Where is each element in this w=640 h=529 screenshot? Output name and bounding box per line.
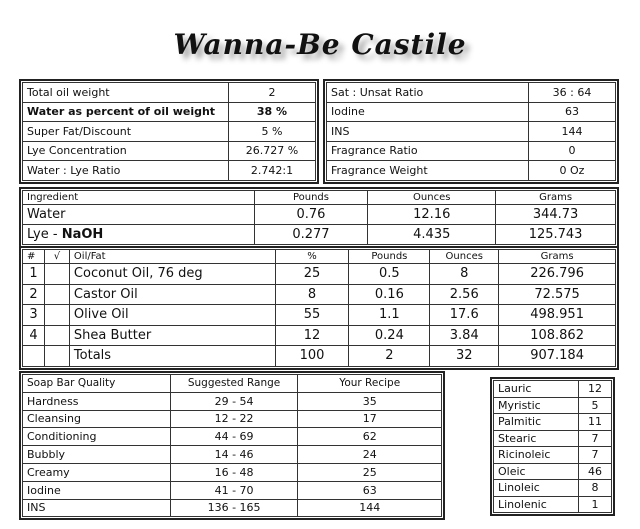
summary-value: 63 — [529, 102, 616, 122]
ounces-cell: 4.435 — [368, 225, 496, 245]
column-header: Ounces — [430, 250, 499, 264]
fatty-acid-value: 11 — [579, 414, 612, 431]
summary-row — [327, 83, 616, 103]
row-checkbox[interactable] — [44, 284, 69, 305]
summary-label: Total oil weight — [23, 83, 229, 103]
percent-cell: 55 — [275, 305, 349, 326]
quality-recipe: 63 — [298, 481, 442, 499]
fatty-acid-name: Linoleic — [494, 480, 579, 497]
summary-label: Fragrance Weight — [327, 161, 529, 181]
table-row — [23, 428, 442, 446]
table-row — [23, 284, 616, 305]
quality-name: Cleansing — [23, 410, 171, 428]
quality-recipe: 25 — [298, 463, 442, 481]
table-row — [23, 225, 616, 245]
summary-label: Lye Concentration — [23, 141, 229, 161]
summary-row — [327, 141, 616, 161]
row-checkbox[interactable] — [44, 325, 69, 346]
quality-recipe: 62 — [298, 428, 442, 446]
fatty-acid-name: Lauric — [494, 381, 579, 398]
oil-name: Shea Butter — [69, 325, 275, 346]
row-number: 2 — [23, 284, 45, 305]
summary-row — [327, 161, 616, 181]
column-header: Your Recipe — [298, 375, 442, 393]
fatty-acid-name: Myristic — [494, 397, 579, 414]
fatty-acid-value: 46 — [579, 463, 612, 480]
row-number: 3 — [23, 305, 45, 326]
summary-value: 144 — [529, 122, 616, 142]
fatty-acid-table — [493, 380, 612, 513]
quality-name: INS — [23, 499, 171, 517]
table-row — [23, 410, 442, 428]
table-row — [23, 325, 616, 346]
summary-value: 36 : 64 — [529, 83, 616, 103]
quality-range: 41 - 70 — [170, 481, 298, 499]
row-number: 1 — [23, 264, 45, 285]
summary-label: Super Fat/Discount — [23, 122, 229, 142]
table-row — [494, 447, 612, 464]
fatty-acid-value: 5 — [579, 397, 612, 414]
pounds-cell: 0.76 — [254, 205, 368, 225]
table-row — [23, 392, 442, 410]
fatty-acid-value: 7 — [579, 447, 612, 464]
column-header: √ — [44, 250, 69, 264]
totals-label: Totals — [69, 346, 275, 367]
fatty-acid-name: Ricinoleic — [494, 447, 579, 464]
fatty-acid-value: 12 — [579, 381, 612, 398]
quality-recipe: 24 — [298, 446, 442, 464]
pounds-cell: 1.1 — [349, 305, 430, 326]
grams-cell: 125.743 — [496, 225, 616, 245]
ounces-total: 32 — [430, 346, 499, 367]
soap-quality-table — [22, 374, 442, 517]
empty-cell — [23, 346, 45, 367]
quality-name: Iodine — [23, 481, 171, 499]
summary-value: 0 Oz — [529, 161, 616, 181]
column-header: Pounds — [254, 191, 368, 205]
quality-name: Hardness — [23, 392, 171, 410]
quality-range: 44 - 69 — [170, 428, 298, 446]
summary-label: Water as percent of oil weight — [23, 102, 229, 122]
quality-range: 16 - 48 — [170, 463, 298, 481]
grams-cell: 344.73 — [496, 205, 616, 225]
summary-row — [23, 141, 316, 161]
fatty-acid-name: Oleic — [494, 463, 579, 480]
column-header: Grams — [499, 250, 616, 264]
table-row — [23, 205, 616, 225]
percent-cell: 25 — [275, 264, 349, 285]
summary-value: 2.742:1 — [229, 161, 316, 181]
column-header: Ingredient — [23, 191, 255, 205]
row-number: 4 — [23, 325, 45, 346]
summary-value: 0 — [529, 141, 616, 161]
summary-value: 5 % — [229, 122, 316, 142]
oil-name: Coconut Oil, 76 deg — [69, 264, 275, 285]
quality-recipe: 35 — [298, 392, 442, 410]
table-header-row — [23, 250, 616, 264]
summary-row — [23, 161, 316, 181]
grams-cell: 498.951 — [499, 305, 616, 326]
grams-cell: 226.796 — [499, 264, 616, 285]
page-title: Wanna-Be Castile — [173, 28, 467, 61]
summary-row — [23, 83, 316, 103]
totals-row — [23, 346, 616, 367]
pounds-total: 2 — [349, 346, 430, 367]
empty-cell — [44, 346, 69, 367]
fatty-acid-name: Stearic — [494, 430, 579, 447]
ingredient-name: Water — [23, 205, 255, 225]
summary-value: 2 — [229, 83, 316, 103]
column-header: Grams — [496, 191, 616, 205]
quality-range: 12 - 22 — [170, 410, 298, 428]
table-row — [494, 430, 612, 447]
column-header: Soap Bar Quality — [23, 375, 171, 393]
summary-row — [327, 102, 616, 122]
ounces-cell: 12.16 — [368, 205, 496, 225]
table-row — [23, 264, 616, 285]
column-header: % — [275, 250, 349, 264]
ounces-cell: 17.6 — [430, 305, 499, 326]
summary-table-left — [22, 82, 316, 181]
summary-label: Sat : Unsat Ratio — [327, 83, 529, 103]
pounds-cell: 0.5 — [349, 264, 430, 285]
percent-cell: 12 — [275, 325, 349, 346]
column-header: # — [23, 250, 45, 264]
table-row — [494, 480, 612, 497]
quality-name: Bubbly — [23, 446, 171, 464]
column-header: Ounces — [368, 191, 496, 205]
grams-total: 907.184 — [499, 346, 616, 367]
table-row — [23, 499, 442, 517]
fatty-acid-name: Linolenic — [494, 496, 579, 513]
table-header-row — [23, 375, 442, 393]
quality-name: Conditioning — [23, 428, 171, 446]
summary-value: 26.727 % — [229, 141, 316, 161]
oils-table — [22, 249, 616, 367]
ingredient-table — [22, 190, 616, 245]
percent-cell: 8 — [275, 284, 349, 305]
grams-cell: 72.575 — [499, 284, 616, 305]
table-row — [494, 463, 612, 480]
summary-label: Water : Lye Ratio — [23, 161, 229, 181]
fatty-acid-value: 1 — [579, 496, 612, 513]
table-row — [23, 463, 442, 481]
quality-name: Creamy — [23, 463, 171, 481]
table-row — [23, 446, 442, 464]
ingredient-name: Lye - NaOH — [23, 225, 255, 245]
table-row — [494, 414, 612, 431]
row-checkbox[interactable] — [44, 305, 69, 326]
quality-recipe: 144 — [298, 499, 442, 517]
summary-label: Iodine — [327, 102, 529, 122]
table-header-row — [23, 191, 616, 205]
summary-value: 38 % — [229, 102, 316, 122]
oil-name: Olive Oil — [69, 305, 275, 326]
summary-row — [327, 122, 616, 142]
pounds-cell: 0.24 — [349, 325, 430, 346]
summary-label: Fragrance Ratio — [327, 141, 529, 161]
summary-row — [23, 122, 316, 142]
grams-cell: 108.862 — [499, 325, 616, 346]
ounces-cell: 2.56 — [430, 284, 499, 305]
fatty-acid-value: 7 — [579, 430, 612, 447]
row-checkbox[interactable] — [44, 264, 69, 285]
quality-range: 136 - 165 — [170, 499, 298, 517]
table-row — [494, 381, 612, 398]
table-row — [494, 397, 612, 414]
quality-range: 29 - 54 — [170, 392, 298, 410]
summary-row — [23, 102, 316, 122]
table-row — [494, 496, 612, 513]
column-header: Suggested Range — [170, 375, 298, 393]
fatty-acid-value: 8 — [579, 480, 612, 497]
pounds-cell: 0.277 — [254, 225, 368, 245]
oil-name: Castor Oil — [69, 284, 275, 305]
column-header: Oil/Fat — [69, 250, 275, 264]
table-row — [23, 481, 442, 499]
summary-label: INS — [327, 122, 529, 142]
ounces-cell: 3.84 — [430, 325, 499, 346]
column-header: Pounds — [349, 250, 430, 264]
ounces-cell: 8 — [430, 264, 499, 285]
quality-range: 14 - 46 — [170, 446, 298, 464]
table-row — [23, 305, 616, 326]
summary-table-right — [326, 82, 616, 181]
fatty-acid-name: Palmitic — [494, 414, 579, 431]
pounds-cell: 0.16 — [349, 284, 430, 305]
quality-recipe: 17 — [298, 410, 442, 428]
percent-total: 100 — [275, 346, 349, 367]
